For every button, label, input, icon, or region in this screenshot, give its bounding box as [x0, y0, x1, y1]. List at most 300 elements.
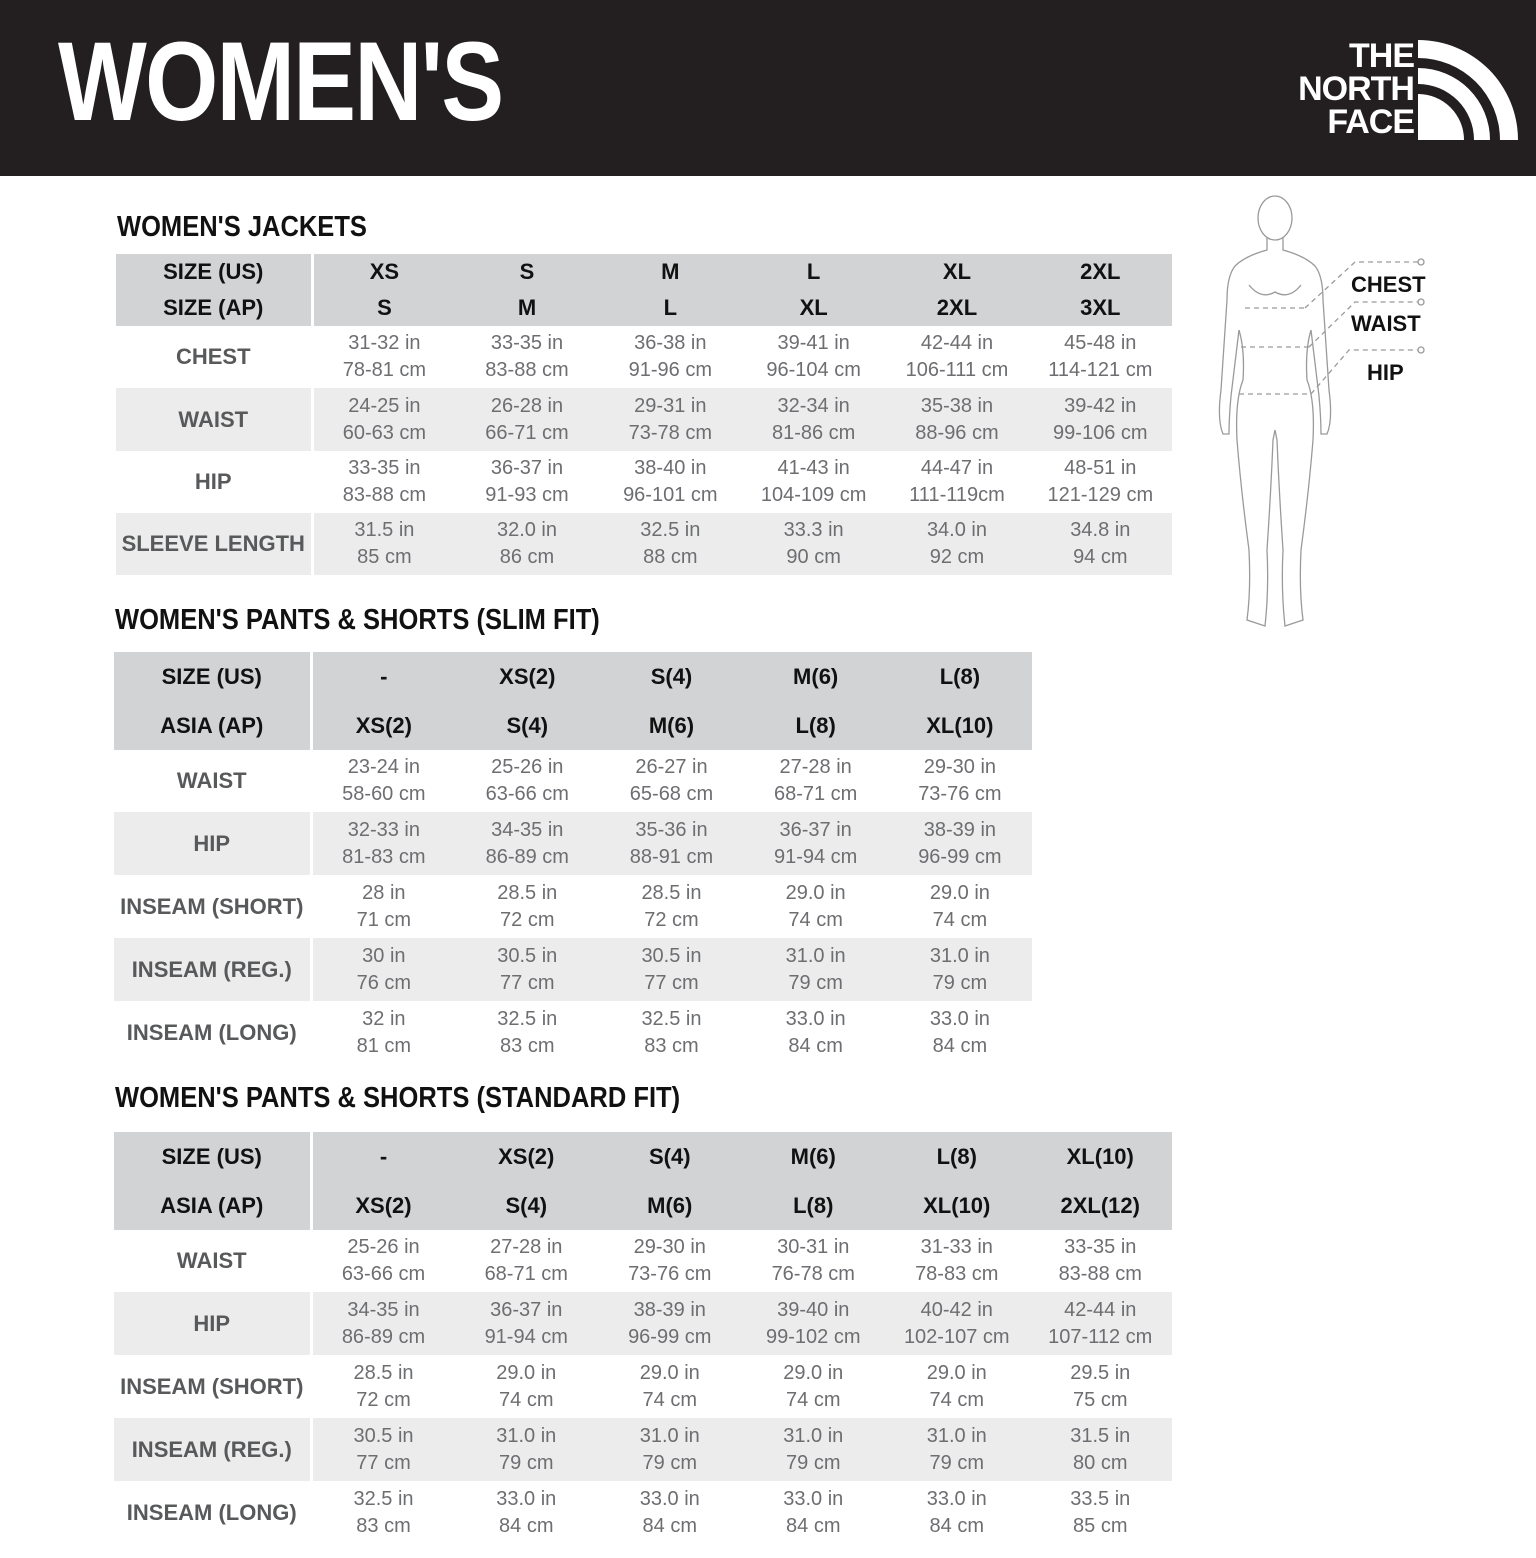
- value-centimeters: 114-121 cm: [1048, 359, 1153, 381]
- size-header-cell: XS(2): [311, 1181, 455, 1230]
- body-measurement-figure: [1205, 190, 1445, 640]
- size-header-cell: XL(10): [1029, 1132, 1173, 1181]
- value-centimeters: 94 cm: [1073, 546, 1128, 568]
- slim-fit-title: WOMEN'S PANTS & SHORTS (SLIM FIT): [115, 604, 600, 636]
- value-inches: 48-51 in: [1064, 457, 1137, 479]
- measurement-cell: [742, 326, 885, 388]
- value-centimeters: 71 cm: [356, 908, 412, 931]
- value-centimeters: 83-88 cm: [485, 359, 569, 381]
- size-header-row: [114, 701, 1032, 750]
- measurement-cell: [885, 451, 1028, 513]
- measurement-cell: [742, 1292, 886, 1355]
- value-inches: 34-35 in: [491, 818, 564, 841]
- measurement-cell: [885, 1418, 1029, 1481]
- value-centimeters: 79 cm: [786, 1451, 841, 1474]
- measurement-cell: [598, 1355, 742, 1418]
- value-inches: 28 in: [362, 881, 406, 904]
- value-centimeters: 63-66 cm: [341, 1263, 426, 1285]
- size-header-row: [116, 254, 1172, 290]
- size-header-cell: XS: [312, 254, 455, 290]
- measurement-row: [114, 1418, 1172, 1481]
- measurement-cell: [599, 451, 742, 513]
- measurement-row: [114, 1355, 1172, 1418]
- value-inches: 29.0 in: [639, 1361, 700, 1384]
- value-inches: 31.0 in: [783, 1424, 844, 1447]
- value-centimeters: 81-83 cm: [342, 845, 426, 868]
- half-dome-icon: [1418, 40, 1518, 140]
- value-centimeters: 72 cm: [356, 1388, 411, 1411]
- size-header-cell: XS(2): [311, 701, 455, 750]
- value-inches: 39-42 in: [1064, 394, 1137, 417]
- measurement-cell: [455, 1355, 599, 1418]
- value-centimeters: 75 cm: [1073, 1388, 1128, 1411]
- value-centimeters: 73-78 cm: [628, 421, 712, 444]
- value-inches: 30 in: [362, 944, 406, 967]
- measurement-cell: [312, 388, 455, 451]
- value-inches: 39-40 in: [777, 1298, 850, 1321]
- value-centimeters: 72 cm: [644, 908, 699, 931]
- value-centimeters: 73-76 cm: [918, 783, 1002, 805]
- measurement-cell: [599, 1001, 743, 1064]
- measurement-label: HIP: [114, 1292, 311, 1355]
- value-inches: 33-35 in: [1064, 1236, 1137, 1258]
- value-inches: 42-44 in: [1064, 1298, 1137, 1321]
- value-inches: 32-33 in: [347, 818, 420, 841]
- measurement-cell: [599, 388, 742, 451]
- size-header-cell: M: [599, 254, 742, 290]
- measurement-cell: [744, 750, 888, 812]
- value-inches: 25-26 in: [491, 756, 564, 778]
- header-row-label: SIZE (AP): [116, 290, 312, 326]
- value-centimeters: 79 cm: [788, 971, 843, 994]
- measurement-cell: [312, 451, 455, 513]
- value-inches: 29.0 in: [496, 1361, 557, 1384]
- header-row-label: SIZE (US): [114, 652, 311, 701]
- size-header-cell: M: [455, 290, 598, 326]
- value-centimeters: 106-111 cm: [905, 359, 1009, 381]
- value-inches: 30-31 in: [777, 1236, 850, 1258]
- value-inches: 28.5 in: [353, 1361, 414, 1384]
- measurement-cell: [455, 1292, 599, 1355]
- measurement-cell: [885, 1292, 1029, 1355]
- value-inches: 36-37 in: [490, 1298, 563, 1321]
- measurement-cell: [311, 1230, 455, 1292]
- measurement-label: WAIST: [114, 1230, 311, 1292]
- value-inches: 32 in: [362, 1007, 406, 1030]
- value-centimeters: 92 cm: [929, 546, 985, 568]
- value-centimeters: 121-129 cm: [1047, 484, 1154, 506]
- figure-label-hip: HIP: [1367, 360, 1404, 385]
- size-header-cell: S(4): [455, 1181, 599, 1230]
- size-header-cell: XL(10): [885, 1181, 1029, 1230]
- page-header: [0, 0, 1536, 176]
- measurement-cell: [598, 1418, 742, 1481]
- measurement-row: [114, 812, 1032, 875]
- value-centimeters: 85 cm: [1073, 1514, 1128, 1537]
- measurement-cell: [455, 513, 598, 575]
- value-inches: 28.5 in: [641, 881, 702, 904]
- measurement-label: WAIST: [114, 750, 311, 812]
- size-header-cell: S(4): [598, 1132, 742, 1181]
- value-inches: 29.0 in: [926, 1361, 987, 1384]
- size-header-cell: L: [599, 290, 742, 326]
- measurement-cell: [311, 750, 455, 812]
- value-inches: 31.5 in: [354, 519, 415, 541]
- value-inches: 39-41 in: [777, 332, 850, 354]
- size-header-cell: 3XL: [1029, 290, 1172, 326]
- value-inches: 34.0 in: [926, 519, 987, 541]
- value-centimeters: 74 cm: [786, 1388, 841, 1411]
- measurement-cell: [885, 513, 1028, 575]
- value-centimeters: 77 cm: [644, 971, 699, 994]
- measurement-cell: [311, 1292, 455, 1355]
- value-centimeters: 74 cm: [932, 908, 988, 931]
- value-inches: 29.0 in: [785, 881, 846, 904]
- measurement-label: HIP: [114, 812, 311, 875]
- value-centimeters: 96-101 cm: [623, 484, 718, 506]
- size-header-cell: XL(10): [888, 701, 1032, 750]
- value-inches: 25-26 in: [347, 1236, 420, 1258]
- size-header-cell: -: [311, 1132, 455, 1181]
- measurement-label: INSEAM (REG.): [114, 938, 311, 1001]
- value-centimeters: 84 cm: [788, 1034, 843, 1057]
- measurement-row: [114, 1230, 1172, 1292]
- value-inches: 41-43 in: [777, 457, 850, 479]
- measurement-cell: [599, 513, 742, 575]
- header-row-label: ASIA (AP): [114, 701, 311, 750]
- size-header-cell: 2XL: [885, 290, 1028, 326]
- value-centimeters: 68-71 cm: [773, 783, 858, 805]
- measurement-cell: [888, 875, 1032, 938]
- size-header-cell: XS(2): [455, 652, 599, 701]
- measurement-cell: [885, 326, 1028, 388]
- value-inches: 23-24 in: [347, 756, 420, 778]
- value-centimeters: 90 cm: [786, 546, 841, 568]
- size-header-cell: XL: [885, 254, 1028, 290]
- value-inches: 33-35 in: [348, 457, 421, 479]
- size-header-cell: S: [312, 290, 455, 326]
- value-centimeters: 68-71 cm: [484, 1263, 568, 1285]
- size-header-row: [116, 290, 1172, 326]
- value-inches: 42-44 in: [920, 332, 994, 354]
- value-centimeters: 78-83 cm: [915, 1263, 999, 1285]
- measurement-cell: [455, 326, 598, 388]
- measurement-cell: [1029, 1292, 1173, 1355]
- value-centimeters: 91-96 cm: [628, 359, 712, 381]
- size-header-cell: L: [742, 254, 885, 290]
- measurement-cell: [1029, 1355, 1173, 1418]
- value-centimeters: 73-76 cm: [628, 1263, 712, 1285]
- size-header-cell: S(4): [455, 701, 599, 750]
- measurement-cell: [1029, 1418, 1173, 1481]
- measurement-label: INSEAM (SHORT): [114, 1355, 311, 1418]
- value-centimeters: 96-99 cm: [918, 845, 1002, 868]
- measurement-cell: [885, 388, 1028, 451]
- size-header-cell: XS(2): [455, 1132, 599, 1181]
- measurement-cell: [312, 326, 455, 388]
- value-centimeters: 104-109 cm: [760, 484, 867, 506]
- value-centimeters: 72 cm: [500, 908, 555, 931]
- size-header-cell: -: [311, 652, 455, 701]
- value-inches: 31.0 in: [926, 1424, 987, 1447]
- header-row-label: ASIA (AP): [114, 1181, 311, 1230]
- measurement-cell: [888, 938, 1032, 1001]
- measurement-cell: [742, 1481, 886, 1544]
- measurement-cell: [888, 812, 1032, 875]
- value-centimeters: 86-89 cm: [485, 845, 569, 868]
- value-centimeters: 96-104 cm: [766, 359, 861, 381]
- value-centimeters: 99-106 cm: [1053, 421, 1148, 444]
- measurement-cell: [744, 1001, 888, 1064]
- measurement-cell: [455, 1418, 599, 1481]
- size-header-cell: M(6): [742, 1132, 886, 1181]
- measurement-cell: [1029, 1230, 1173, 1292]
- size-header-cell: 2XL(12): [1029, 1181, 1173, 1230]
- measurement-cell: [888, 750, 1032, 812]
- measurement-cell: [742, 1230, 886, 1292]
- value-centimeters: 74 cm: [642, 1388, 697, 1411]
- value-centimeters: 88 cm: [643, 546, 698, 568]
- measurement-label: CHEST: [116, 326, 312, 388]
- value-centimeters: 111-119cm: [909, 484, 1005, 506]
- measurement-cell: [599, 938, 743, 1001]
- value-centimeters: 86-89 cm: [341, 1325, 426, 1348]
- measurement-cell: [311, 938, 455, 1001]
- value-inches: 32.5 in: [497, 1007, 558, 1030]
- measurement-cell: [599, 875, 743, 938]
- value-inches: 36-37 in: [490, 457, 564, 479]
- measurement-row: [114, 875, 1032, 938]
- value-inches: 31.0 in: [929, 944, 990, 967]
- value-inches: 33.5 in: [1070, 1487, 1131, 1510]
- value-inches: 32.0 in: [496, 519, 558, 541]
- size-header-cell: L(8): [742, 1181, 886, 1230]
- value-centimeters: 86 cm: [499, 546, 555, 568]
- value-inches: 26-28 in: [490, 394, 564, 417]
- size-header-row: [114, 1181, 1172, 1230]
- value-inches: 32.5 in: [641, 1007, 702, 1030]
- value-centimeters: 77 cm: [500, 971, 555, 994]
- measurement-row: [114, 1001, 1032, 1064]
- measurement-cell: [455, 1230, 599, 1292]
- measurement-label: HIP: [116, 451, 312, 513]
- measurement-cell: [1029, 451, 1172, 513]
- value-inches: 33.0 in: [785, 1007, 846, 1030]
- value-centimeters: 76 cm: [356, 971, 412, 994]
- value-centimeters: 102-107 cm: [903, 1325, 1010, 1348]
- value-centimeters: 76-78 cm: [771, 1263, 855, 1285]
- value-inches: 30.5 in: [641, 944, 702, 967]
- value-inches: 31.5 in: [1070, 1424, 1131, 1447]
- measurement-cell: [744, 938, 888, 1001]
- measurement-label: INSEAM (REG.): [114, 1418, 311, 1481]
- page-title: WOMEN'S: [58, 19, 503, 144]
- measurement-cell: [311, 1418, 455, 1481]
- value-inches: 33.0 in: [783, 1487, 844, 1510]
- measurement-label: INSEAM (LONG): [114, 1481, 311, 1544]
- value-centimeters: 91-94 cm: [484, 1325, 568, 1348]
- value-inches: 33.0 in: [929, 1007, 990, 1030]
- measurement-cell: [1029, 513, 1172, 575]
- value-centimeters: 88-96 cm: [915, 421, 999, 444]
- value-inches: 35-38 in: [920, 394, 994, 417]
- value-centimeters: 77 cm: [356, 1451, 411, 1474]
- size-header-cell: 2XL: [1029, 254, 1172, 290]
- value-centimeters: 81 cm: [356, 1034, 412, 1057]
- value-centimeters: 84 cm: [786, 1514, 841, 1537]
- value-centimeters: 66-71 cm: [485, 421, 569, 444]
- value-inches: 29-30 in: [633, 1236, 706, 1258]
- size-header-cell: XL: [742, 290, 885, 326]
- measurement-cell: [455, 875, 599, 938]
- value-centimeters: 60-63 cm: [342, 421, 427, 444]
- value-centimeters: 88-91 cm: [629, 845, 714, 868]
- measurement-cell: [742, 1418, 886, 1481]
- measurement-cell: [455, 750, 599, 812]
- value-inches: 33.0 in: [496, 1487, 557, 1510]
- measurement-cell: [599, 750, 743, 812]
- measurement-cell: [744, 812, 888, 875]
- measurement-cell: [885, 1481, 1029, 1544]
- value-inches: 32-34 in: [777, 394, 850, 417]
- measurement-cell: [311, 875, 455, 938]
- value-inches: 33.3 in: [783, 519, 844, 541]
- size-header-cell: L(8): [744, 701, 888, 750]
- value-centimeters: 84 cm: [642, 1514, 697, 1537]
- measurement-cell: [311, 1355, 455, 1418]
- value-inches: 26-27 in: [635, 756, 708, 778]
- standard-fit-size-table: [114, 1132, 1174, 1544]
- measurement-cell: [1029, 326, 1172, 388]
- measurement-cell: [455, 938, 599, 1001]
- measurement-cell: [742, 1355, 886, 1418]
- measurement-label: INSEAM (SHORT): [114, 875, 311, 938]
- size-header-cell: M(6): [598, 1181, 742, 1230]
- measurement-row: [114, 938, 1032, 1001]
- measurement-cell: [599, 812, 743, 875]
- value-centimeters: 81-86 cm: [771, 421, 856, 444]
- value-inches: 31.0 in: [785, 944, 846, 967]
- measurement-cell: [744, 875, 888, 938]
- value-inches: 36-37 in: [779, 818, 852, 841]
- value-centimeters: 83 cm: [356, 1514, 411, 1537]
- measurement-cell: [885, 1230, 1029, 1292]
- measurement-cell: [1029, 388, 1172, 451]
- value-inches: 40-42 in: [920, 1298, 993, 1321]
- value-inches: 38-40 in: [634, 457, 707, 479]
- measurement-row: [114, 1481, 1172, 1544]
- value-inches: 28.5 in: [497, 881, 558, 904]
- value-inches: 34.8 in: [1070, 519, 1131, 541]
- measurement-cell: [311, 1481, 455, 1544]
- size-header-cell: M(6): [744, 652, 888, 701]
- value-centimeters: 78-81 cm: [342, 359, 427, 381]
- measurement-cell: [885, 1355, 1029, 1418]
- measurement-cell: [455, 1001, 599, 1064]
- value-centimeters: 84 cm: [499, 1514, 554, 1537]
- value-centimeters: 83-88 cm: [1058, 1263, 1142, 1285]
- value-inches: 30.5 in: [353, 1424, 414, 1447]
- measurement-label: INSEAM (LONG): [114, 1001, 311, 1064]
- brand-logo: [1296, 37, 1518, 141]
- measurement-cell: [742, 388, 885, 451]
- value-inches: 35-36 in: [635, 818, 708, 841]
- value-centimeters: 96-99 cm: [628, 1325, 712, 1348]
- value-inches: 29.0 in: [783, 1361, 844, 1384]
- measurement-cell: [455, 1481, 599, 1544]
- brand-line-2: NORTH: [1298, 70, 1414, 108]
- size-header-cell: L(8): [888, 652, 1032, 701]
- measurement-cell: [455, 812, 599, 875]
- figure-label-chest: CHEST: [1351, 272, 1426, 297]
- value-inches: 38-39 in: [923, 818, 997, 841]
- measurement-cell: [312, 513, 455, 575]
- size-header-row: [114, 1132, 1172, 1181]
- value-centimeters: 74 cm: [929, 1388, 984, 1411]
- value-inches: 27-28 in: [779, 756, 852, 778]
- value-centimeters: 83 cm: [500, 1034, 555, 1057]
- value-inches: 29.5 in: [1070, 1361, 1131, 1384]
- value-centimeters: 74 cm: [788, 908, 843, 931]
- value-centimeters: 79 cm: [499, 1451, 554, 1474]
- value-inches: 31.0 in: [496, 1424, 557, 1447]
- value-inches: 33.0 in: [639, 1487, 700, 1510]
- brand-line-3: FACE: [1327, 103, 1414, 141]
- value-centimeters: 83-88 cm: [342, 484, 427, 506]
- value-inches: 32.5 in: [640, 519, 701, 541]
- value-centimeters: 99-102 cm: [766, 1325, 861, 1348]
- value-inches: 36-38 in: [634, 332, 707, 354]
- value-centimeters: 58-60 cm: [342, 783, 426, 805]
- size-header-cell: M(6): [599, 701, 743, 750]
- value-inches: 32.5 in: [353, 1487, 414, 1510]
- value-centimeters: 91-93 cm: [485, 484, 569, 506]
- size-header-cell: L(8): [885, 1132, 1029, 1181]
- value-centimeters: 65-68 cm: [629, 783, 714, 805]
- measurement-cell: [455, 388, 598, 451]
- value-centimeters: 107-112 cm: [1048, 1325, 1153, 1348]
- brand-line-1: THE: [1349, 37, 1414, 75]
- value-inches: 29-30 in: [923, 756, 997, 778]
- measurement-row: [116, 451, 1172, 513]
- value-inches: 45-48 in: [1064, 332, 1137, 354]
- slim-fit-size-table: [114, 652, 1032, 1064]
- value-inches: 30.5 in: [497, 944, 558, 967]
- value-centimeters: 79 cm: [642, 1451, 697, 1474]
- value-inches: 31-32 in: [348, 332, 421, 354]
- measurement-cell: [455, 451, 598, 513]
- jackets-size-table: [116, 254, 1173, 575]
- value-inches: 44-47 in: [920, 457, 994, 479]
- measurement-cell: [598, 1481, 742, 1544]
- measurement-cell: [598, 1230, 742, 1292]
- value-centimeters: 80 cm: [1073, 1451, 1128, 1474]
- value-inches: 31.0 in: [639, 1424, 700, 1447]
- female-silhouette-icon: [1205, 190, 1445, 640]
- size-header-row: [114, 652, 1032, 701]
- header-row-label: SIZE (US): [116, 254, 312, 290]
- value-inches: 34-35 in: [347, 1298, 420, 1321]
- value-inches: 27-28 in: [490, 1236, 563, 1258]
- value-centimeters: 83 cm: [644, 1034, 699, 1057]
- standard-fit-title: WOMEN'S PANTS & SHORTS (STANDARD FIT): [115, 1082, 681, 1114]
- measurement-cell: [742, 451, 885, 513]
- value-centimeters: 79 cm: [929, 1451, 984, 1474]
- measurement-row: [114, 1292, 1172, 1355]
- measurement-row: [116, 513, 1172, 575]
- value-centimeters: 84 cm: [932, 1034, 988, 1057]
- value-inches: 33-35 in: [490, 332, 564, 354]
